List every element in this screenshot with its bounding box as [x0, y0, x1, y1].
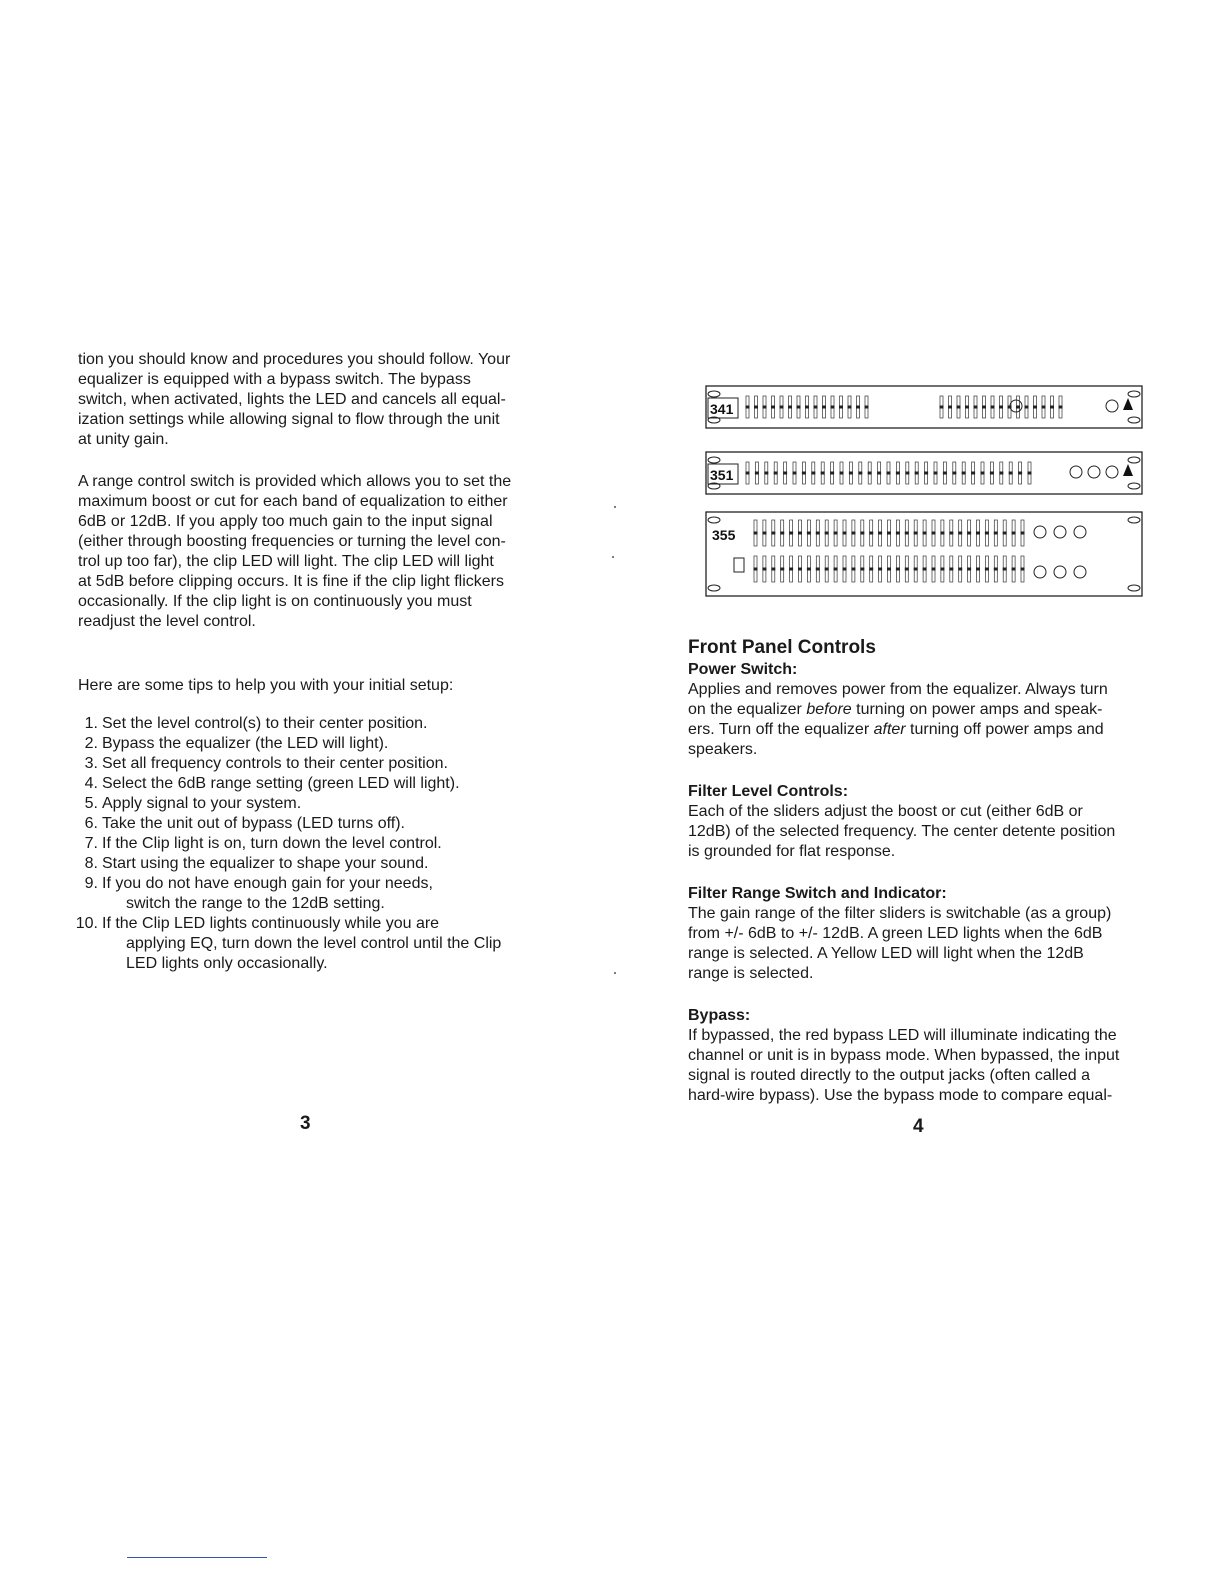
paragraph-range-control [78, 472, 558, 632]
step-text-continued: switch the range to the 12dB setting. [126, 895, 385, 912]
eq-slider-knob [896, 532, 900, 535]
eq-slider-knob [816, 568, 820, 571]
eq-slider-knob [851, 568, 855, 571]
eq-slider-knob [825, 532, 829, 535]
emphasis-before: before [806, 701, 852, 718]
eq-slider-knob [985, 532, 989, 535]
eq-slider-knob [754, 568, 758, 571]
eq-slider-knob [923, 568, 927, 571]
filter-range-section [688, 884, 1158, 984]
eq-slider-knob [816, 532, 820, 535]
eq-slider-knob [991, 406, 995, 409]
panel-outline [706, 452, 1142, 494]
eq-slider-knob [887, 472, 891, 475]
eq-slider-knob [746, 472, 750, 475]
filter-level-heading: Filter Level Controls: [688, 783, 849, 800]
list-item [78, 734, 558, 754]
text-line: 12dB) of the selected frequency. The center detente position [688, 823, 1116, 840]
model-label-351: 351 [710, 467, 734, 483]
eq-slider-knob [789, 532, 793, 535]
step-text: If you do not have enough gain for your needs, [102, 875, 433, 892]
eq-slider-knob [976, 568, 980, 571]
eq-slider-knob [849, 472, 853, 475]
step-text: Select the 6dB range setting (green LED will light). [102, 775, 460, 792]
step-number: 1. [84, 715, 98, 732]
eq-slider-knob [934, 472, 938, 475]
eq-slider-knob [949, 568, 953, 571]
text-line: is grounded for flat response. [688, 843, 896, 860]
text-line: Each of the sliders adjust the boost or cut (either 6dB or [688, 803, 1083, 820]
list-item [78, 794, 558, 814]
eq-slider-knob [1028, 472, 1032, 475]
eq-slider-knob [780, 532, 784, 535]
eq-slider-knob [865, 406, 869, 409]
eq-slider-knob [821, 472, 825, 475]
text-run: ers. Turn off the equalizer [688, 721, 874, 738]
eq-slider-knob [990, 472, 994, 475]
eq-slider-knob [923, 532, 927, 535]
eq-slider-knob [869, 568, 873, 571]
emphasis-after: after [873, 721, 906, 738]
eq-slider-knob [1050, 406, 1054, 409]
eq-slider-knob [1059, 406, 1063, 409]
eq-slider-knob [822, 406, 826, 409]
eq-slider-knob [860, 568, 864, 571]
eq-slider-knob [1018, 472, 1022, 475]
eq-slider-knob [754, 532, 758, 535]
text-run: on the equalizer [688, 701, 807, 718]
filter-range-heading: Filter Range Switch and Indicator: [688, 885, 947, 902]
right-page-column [688, 636, 1158, 1128]
eq-slider-knob [1003, 532, 1007, 535]
step-text: Set the level control(s) to their center position. [102, 715, 428, 732]
list-item [78, 714, 558, 734]
eq-slider-knob [962, 472, 966, 475]
eq-slider-knob [780, 568, 784, 571]
model-label-341: 341 [710, 401, 734, 417]
step-text-continued: applying EQ, turn down the level control until the Clip [126, 935, 502, 952]
step-number: 6. [84, 815, 98, 832]
text-line: Applies and removes power from the equalizer. Always turn [688, 681, 1108, 698]
eq-slider-knob [798, 568, 802, 571]
eq-slider-knob [762, 568, 766, 571]
eq-slider-knob [940, 532, 944, 535]
text-line: signal is routed directly to the output jacks (often called a [688, 1067, 1090, 1084]
eq-slider-knob [840, 472, 844, 475]
eq-slider-knob [976, 532, 980, 535]
eq-slider-knob [763, 406, 767, 409]
eq-slider-knob [877, 472, 881, 475]
eq-slider-knob [952, 472, 956, 475]
step-text: Set all frequency controls to their center position. [102, 755, 448, 772]
eq-slider-knob [848, 406, 852, 409]
eq-slider-knob [807, 532, 811, 535]
eq-slider-knob [1021, 568, 1025, 571]
text-line: channel or unit is in bypass mode. When bypassed, the input [688, 1047, 1120, 1064]
text-run: turning on power amps and speak- [851, 701, 1103, 718]
eq-slider-knob [858, 472, 862, 475]
text-line: speakers. [688, 741, 758, 758]
page-number-left: 3 [300, 1113, 311, 1134]
footer-rule [127, 1557, 267, 1558]
eq-slider-knob [982, 406, 986, 409]
eq-slider-knob [943, 472, 947, 475]
eq-slider-knob [958, 532, 962, 535]
text-line: occasionally. If the clip light is on continuously you must [78, 593, 472, 610]
eq-slider-knob [905, 568, 909, 571]
eq-slider-knob [830, 472, 834, 475]
list-item [78, 814, 558, 834]
panel-351 [706, 452, 1142, 494]
eq-slider-knob [981, 472, 985, 475]
step-number: 3. [84, 755, 98, 772]
step-text: Start using the equalizer to shape your sound. [102, 855, 429, 872]
tips-intro: Here are some tips to help you with your initial setup: [78, 677, 454, 694]
eq-slider-knob [878, 568, 882, 571]
eq-slider-knob [834, 568, 838, 571]
eq-slider-knob [1021, 532, 1025, 535]
step-number: 8. [84, 855, 98, 872]
filter-level-section [688, 782, 1158, 862]
eq-slider-knob [802, 472, 806, 475]
section-title: Front Panel Controls [688, 637, 876, 658]
list-item [78, 834, 558, 854]
eq-slider-knob [878, 532, 882, 535]
list-item [78, 854, 558, 874]
step-text: Take the unit out of bypass (LED turns off). [102, 815, 405, 832]
list-item [75, 914, 558, 974]
step-text: Bypass the equalizer (the LED will light). [102, 735, 389, 752]
eq-slider-knob [949, 532, 953, 535]
eq-slider-knob [755, 472, 759, 475]
power-switch-heading: Power Switch: [688, 661, 798, 678]
eq-slider-knob [1012, 568, 1016, 571]
eq-slider-knob [974, 406, 978, 409]
eq-slider-knob [967, 568, 971, 571]
model-label-355: 355 [712, 527, 736, 543]
eq-slider-knob [915, 472, 919, 475]
eq-slider-knob [957, 406, 961, 409]
text-line: at 5dB before clipping occurs. It is fine if the clip light flickers [78, 573, 504, 590]
eq-slider-knob [940, 406, 944, 409]
eq-slider-knob [771, 568, 775, 571]
eq-slider-knob [948, 406, 952, 409]
eq-slider-knob [860, 532, 864, 535]
list-item [78, 874, 558, 914]
text-line: (either through boosting frequencies or turning the level con- [78, 533, 506, 550]
list-item [78, 754, 558, 774]
eq-slider-knob [994, 532, 998, 535]
eq-slider-knob [999, 406, 1003, 409]
eq-slider-knob [924, 472, 928, 475]
eq-slider-knob [1012, 532, 1016, 535]
eq-slider-knob [774, 472, 778, 475]
eq-slider-knob [1008, 406, 1012, 409]
text-line: The gain range of the filter sliders is switchable (as a group) [688, 905, 1112, 922]
left-page-column [75, 350, 558, 974]
text-line: from +/- 6dB to +/- 12dB. A green LED lights when the 6dB [688, 925, 1103, 942]
eq-slider-knob [843, 568, 847, 571]
eq-slider-knob [958, 568, 962, 571]
eq-slider-knob [805, 406, 809, 409]
eq-slider-knob [905, 532, 909, 535]
eq-slider-knob [1033, 406, 1037, 409]
step-number: 10. [75, 915, 98, 932]
eq-slider-knob [843, 532, 847, 535]
list-item [78, 774, 558, 794]
eq-slider-knob [887, 568, 891, 571]
scan-speck [614, 972, 616, 974]
scan-speck [614, 506, 616, 508]
text-run: turning off power amps and [905, 721, 1104, 738]
eq-slider-knob [789, 568, 793, 571]
page-number-right: 4 [913, 1116, 924, 1137]
eq-slider-knob [797, 406, 801, 409]
text-line: ization settings while allowing signal to flow through the unit [78, 411, 500, 428]
eq-slider-knob [811, 472, 815, 475]
eq-slider-knob [839, 406, 843, 409]
text-line: range is selected. A Yellow LED will light when the 12dB [688, 945, 1084, 962]
bypass-section [688, 1006, 1158, 1106]
step-number: 5. [84, 795, 98, 812]
eq-slider-knob [746, 406, 750, 409]
step-number: 7. [84, 835, 98, 852]
equalizer-panels-illustration [704, 384, 1144, 598]
eq-slider-knob [999, 472, 1003, 475]
eq-slider-knob [1042, 406, 1046, 409]
eq-slider-knob [896, 472, 900, 475]
eq-slider-knob [1025, 406, 1029, 409]
text-line: range is selected. [688, 965, 814, 982]
eq-slider-knob [793, 472, 797, 475]
eq-slider-knob [851, 532, 855, 535]
step-text: Apply signal to your system. [102, 795, 302, 812]
eq-slider-knob [985, 568, 989, 571]
step-number: 9. [84, 875, 98, 892]
eq-slider-knob [798, 532, 802, 535]
text-line [688, 720, 1158, 740]
step-text: If the Clip LED lights continuously while you are [102, 915, 440, 932]
eq-slider-knob [831, 406, 835, 409]
eq-slider-knob [783, 472, 787, 475]
panel-outline [706, 512, 1142, 596]
equalizer-panels-svg [704, 384, 1144, 598]
eq-slider-knob [762, 532, 766, 535]
text-line: readjust the level control. [78, 613, 256, 630]
step-text: If the Clip light is on, turn down the level control. [102, 835, 442, 852]
eq-slider-knob [896, 568, 900, 571]
eq-slider-knob [887, 532, 891, 535]
power-switch-section [688, 660, 1158, 760]
text-line [688, 700, 1158, 720]
text-line: If bypassed, the red bypass LED will illuminate indicating the [688, 1027, 1117, 1044]
eq-slider-knob [825, 568, 829, 571]
bypass-heading: Bypass: [688, 1007, 751, 1024]
eq-slider-knob [940, 568, 944, 571]
eq-slider-knob [788, 406, 792, 409]
eq-slider-knob [764, 472, 768, 475]
eq-slider-knob [771, 406, 775, 409]
eq-slider-knob [1003, 568, 1007, 571]
eq-slider-knob [814, 406, 818, 409]
eq-slider-knob [856, 406, 860, 409]
text-line: A range control switch is provided which allows you to set the [78, 473, 512, 490]
eq-slider-knob [914, 568, 918, 571]
eq-slider-knob [932, 568, 936, 571]
panel-341 [706, 386, 1142, 428]
eq-slider-knob [905, 472, 909, 475]
text-line: switch, when activated, lights the LED and cancels all equal- [78, 391, 506, 408]
step-text-continued: LED lights only occasionally. [126, 955, 328, 972]
text-line: tion you should know and procedures you should follow. Your [78, 351, 511, 368]
eq-slider-knob [1016, 406, 1020, 409]
text-line: trol up too far), the clip LED will light. The clip LED will light [78, 553, 494, 570]
step-number: 4. [84, 775, 98, 792]
eq-slider-knob [807, 568, 811, 571]
scan-speck [612, 556, 614, 558]
paragraph-bypass-intro [78, 350, 558, 450]
text-line: maximum boost or cut for each band of equalization to either [78, 493, 508, 510]
eq-slider-knob [971, 472, 975, 475]
panel-355 [706, 512, 1142, 596]
eq-slider-knob [754, 406, 758, 409]
eq-slider-knob [1009, 472, 1013, 475]
eq-slider-knob [932, 532, 936, 535]
eq-slider-knob [780, 406, 784, 409]
text-line: equalizer is equipped with a bypass switch. The bypass [78, 371, 471, 388]
text-line: at unity gain. [78, 431, 169, 448]
eq-slider-knob [869, 532, 873, 535]
eq-slider-knob [868, 472, 872, 475]
eq-slider-knob [965, 406, 969, 409]
setup-steps-list [75, 714, 558, 974]
eq-slider-knob [834, 532, 838, 535]
step-number: 2. [84, 735, 98, 752]
eq-slider-knob [967, 532, 971, 535]
eq-slider-knob [914, 532, 918, 535]
text-line: 6dB or 12dB. If you apply too much gain to the input signal [78, 513, 493, 530]
eq-slider-knob [771, 532, 775, 535]
eq-slider-knob [994, 568, 998, 571]
text-line: hard-wire bypass). Use the bypass mode to compare equal- [688, 1087, 1113, 1104]
